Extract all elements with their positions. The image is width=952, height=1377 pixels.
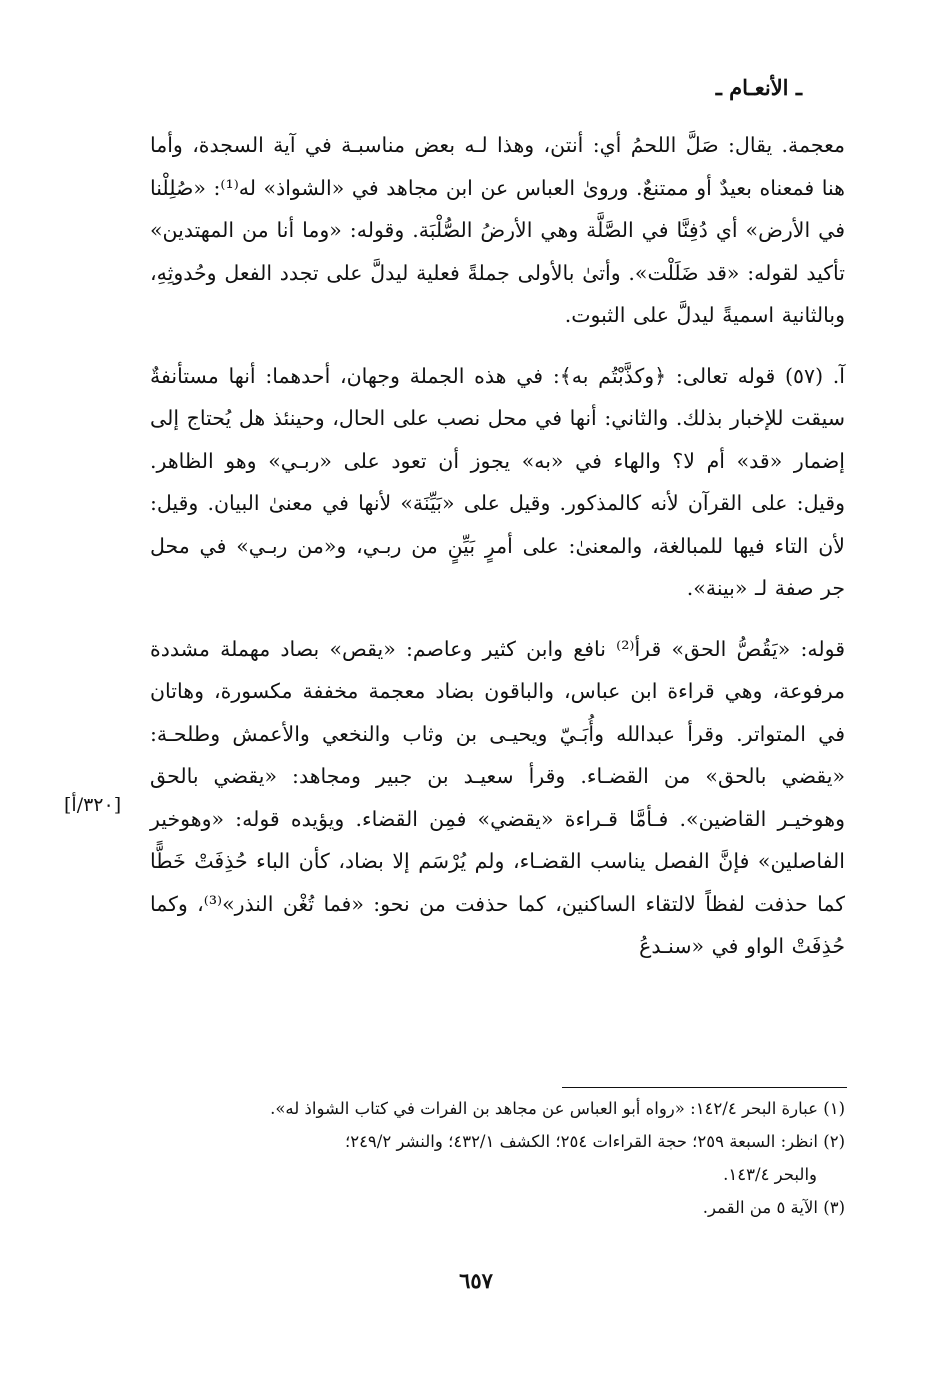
footnote-2: (٢) انظر: السبعة ٢٥٩؛ حجة القراءات ٢٥٤؛ الكشف ٤٣٢/١؛ والنشر ٢٤٩/٢؛ (344, 1132, 845, 1151)
main-text (150, 124, 845, 968)
paragraph-2: آ. (٥٧) قوله تعالى: ﴿وكذَّبْتُم به﴾: في هذه الجملة وجهان، أحدهما: أنها مستأنفةٌ سيقت للإخبار بذلك. والثاني: أنها في محل نصب على الحال، وحينئذ هل يُحتاج إلى إضمار «قد» أم لا؟ والهاء في «به» يجوز أن تعود على «ربـي» وهو الظاهر. وقيل: على القرآن لأنه كالمذكور. وقيل على «بَيِّنَة» لأنها في معنىٰ البيان. وقيل: لأن التاء فيها للمبالغة، والمعنىٰ: على أمرٍ بَيِّنٍ من ربـي، و«من ربـي» في محل جر صفة لـ «بينة». (150, 363, 845, 600)
running-head: ـ الأنعـام ـ (715, 75, 802, 100)
footnotes (150, 1094, 845, 1226)
page-number: ٦٥٧ (459, 1268, 493, 1293)
footnote-divider (562, 1087, 847, 1088)
footnote-3: (٣) الآية ٥ من القمر. (702, 1198, 845, 1217)
paragraph-1: معجمة. يقال: صَلَّ اللحمُ أي: أنتن، وهذا لـه بعض مناسبـة في آية السجدة، وأما هنا فمعناه بعيدٌ أو ممتنعٌ. وروىٰ العباس عن ابن مجاهد في «الشواذ» له⁽¹⁾: «صُلِلْنا في الأرض» أي دُفِنَّا في الصَّلَّة وهي الأرضُ الصُّلْبَة. وقوله: «وما أنا من المهتدين» تأكيد لقوله: «قد ضَلَلْت». وأتىٰ بالأولى جملةً فعلية ليدلَّ على تجدد الفعل وحُدوثِهِ، وبالثانية اسميةً ليدلَّ على الثبوت. (150, 133, 845, 327)
manuscript-folio-ref: [٣٢٠/أ] (64, 794, 122, 816)
footnote-1: (١) عبارة البحر ١٤٢/٤: «رواه أبو العباس عن مجاهد بن الفرات في كتاب الشواذ له». (270, 1099, 845, 1118)
paragraph-3: قوله: «يَقُصُّ الحق» قرأ⁽²⁾ نافع وابن كثير وعاصم: «يقص» بصاد مهملة مشددة مرفوعة، وهي قراءة ابن عباس، والباقون بضاد معجمة مخففة مكسورة، وهاتان في المتواتر. وقرأ عبدالله وأُبَـيّ ويحيـى بن وثاب والنخعي والأعمش وطلحـة: «يقضي بالحق» من القضـاء. وقرأ سعيـد بن جبير ومجاهد: «يقضي بالحق وهوخيـر القاضين». فـأمَّا قـراءة «يقضي» فمِن القضاء. ويؤيده قوله: «وهوخير الفاصلين» فإنَّ الفصل يناسب القضـاء، ولم يُرْسَم إلا بضاد، كأن الباء حُذِفَتْ خَطًّا كما حذفت لفظاً لالتقاء الساكنين، كما حذفت من نحو: «فما تُغْن النذر»⁽³⁾، وكما حُذِفَتْ الواو في «سنـدعُ (150, 636, 845, 958)
footnote-2-continued: والبحر ١٤٣/٤. (723, 1165, 817, 1184)
